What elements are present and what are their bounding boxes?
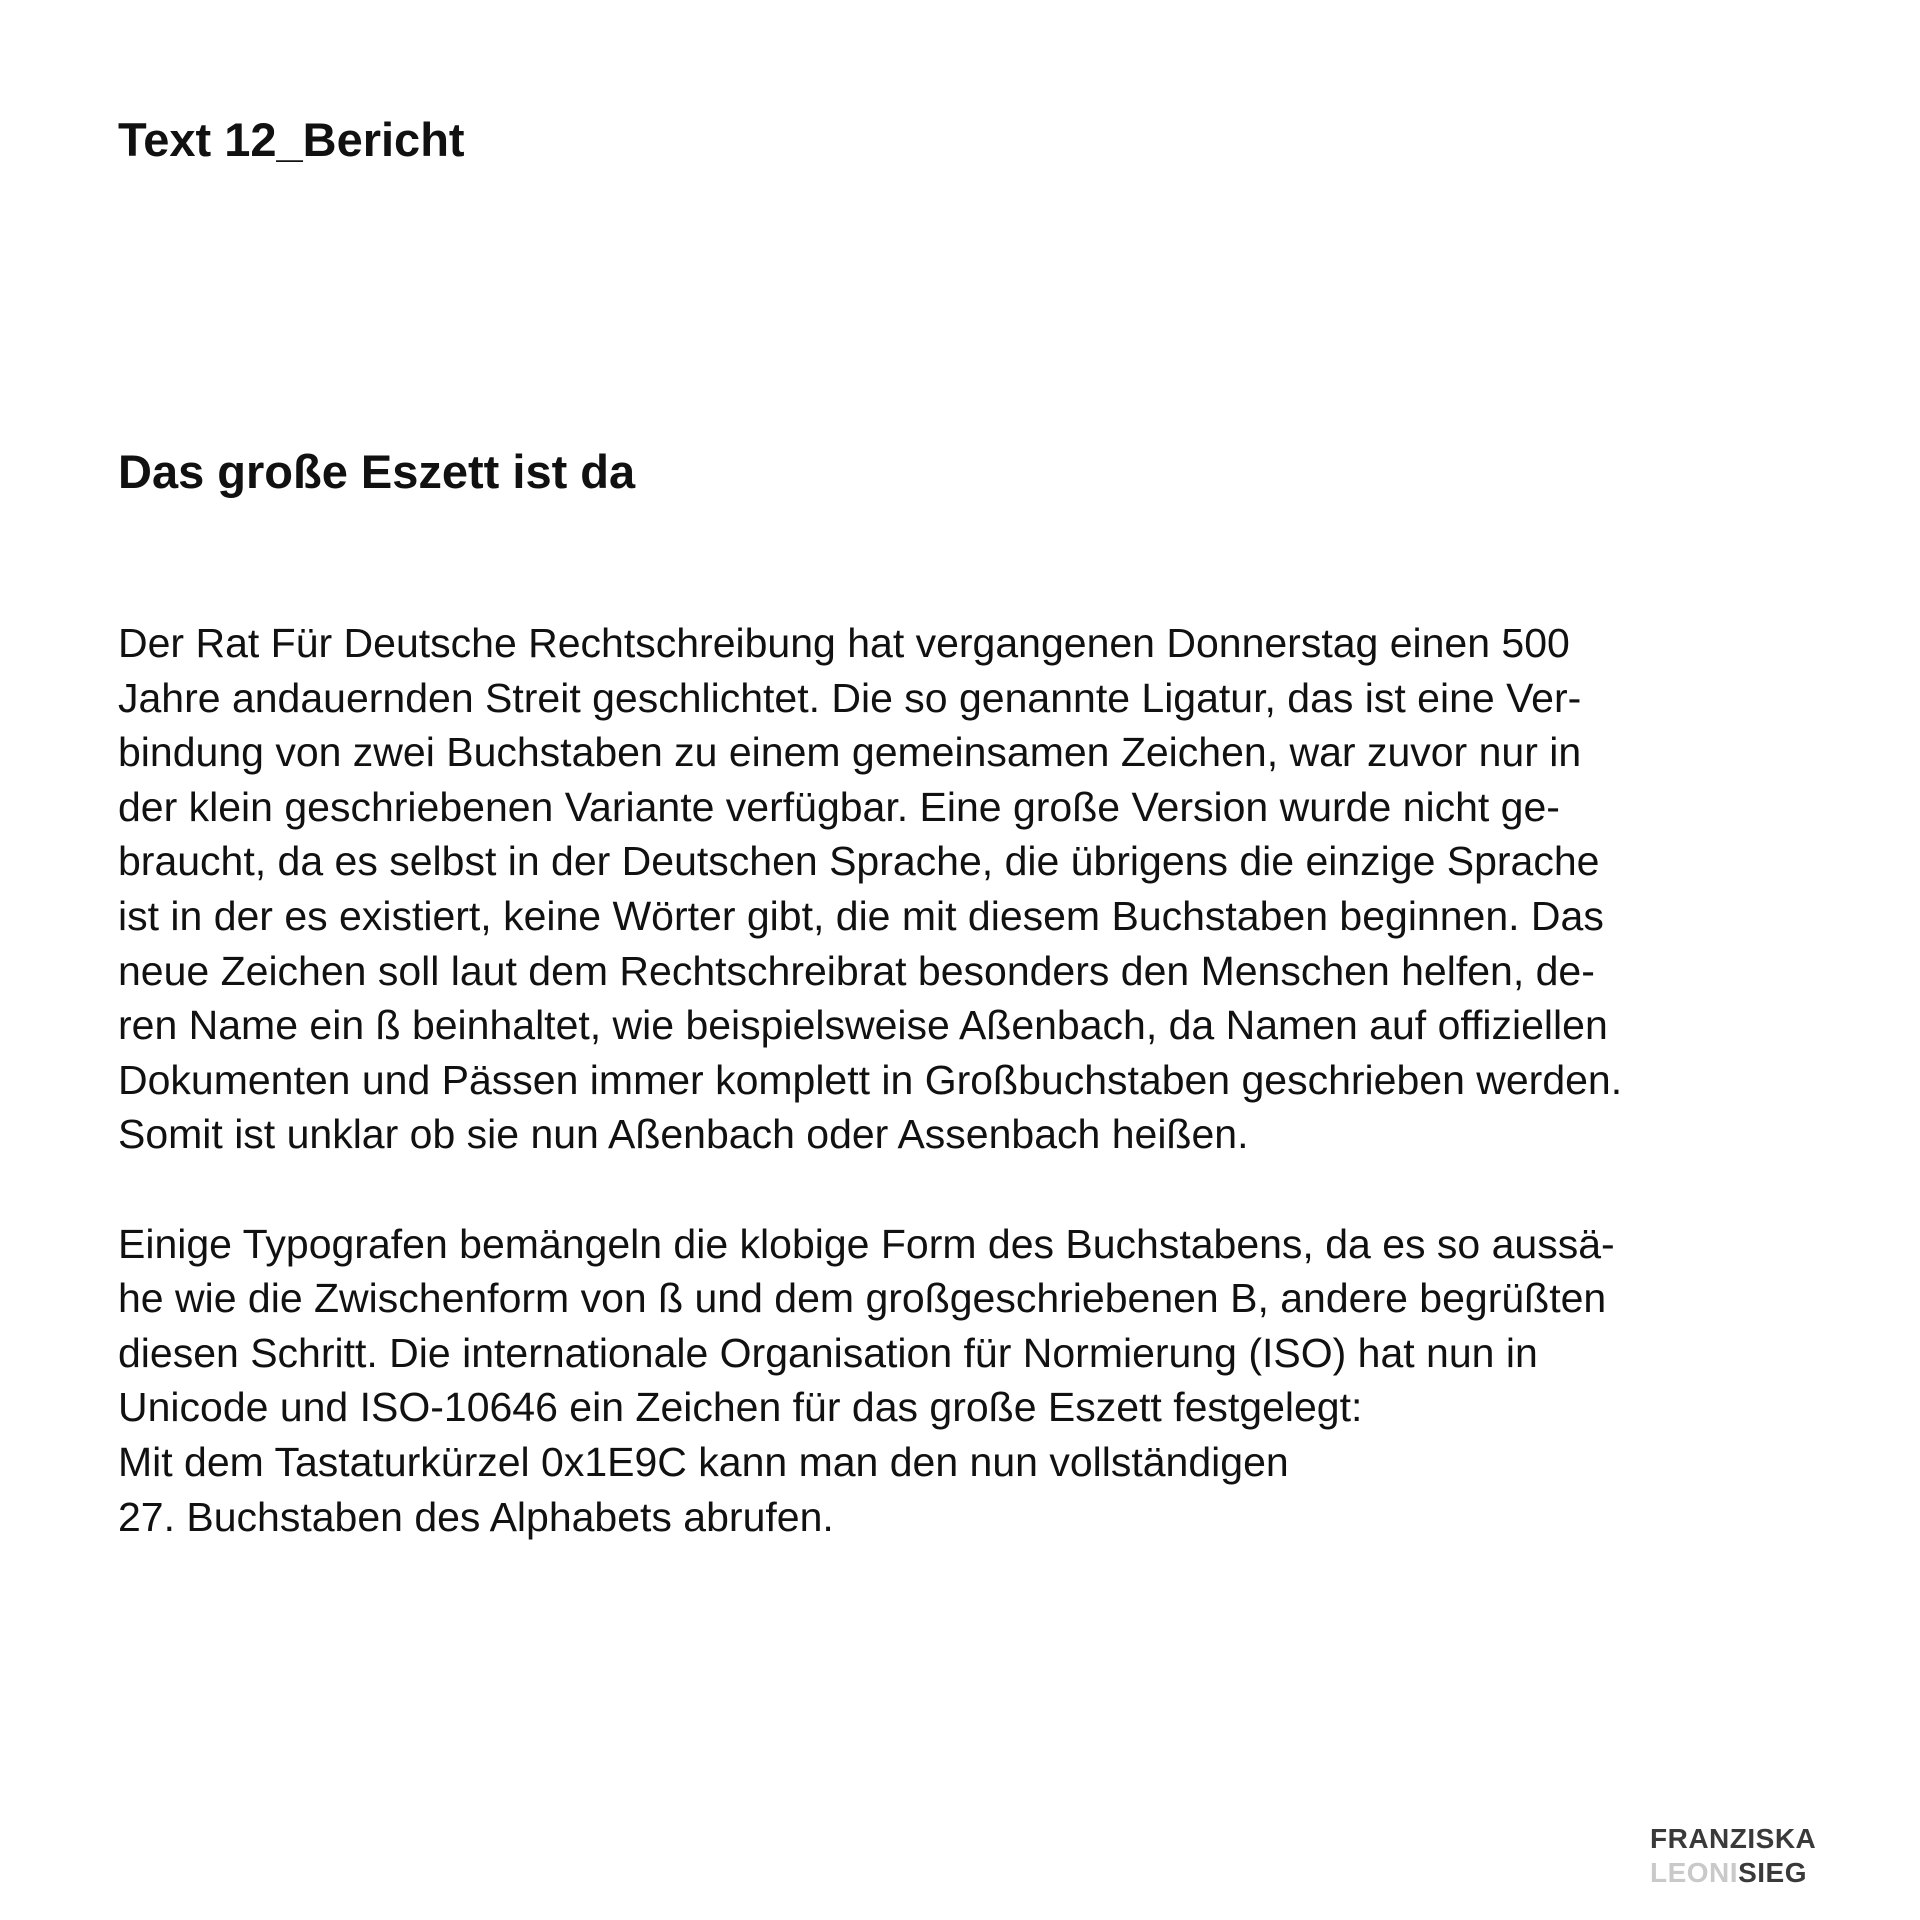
article-body <box>118 616 1838 1544</box>
paragraph-line: ist in der es existiert, keine Wörter gibt, die mit diesem Buchstaben beginnen. Das <box>118 892 1604 939</box>
signature-middle-name: LEONI <box>1650 1857 1739 1888</box>
paragraph-line: neue Zeichen soll laut dem Rechtschreibrat besonders den Menschen helfen, de- <box>118 947 1595 994</box>
paragraph-line: Der Rat Für Deutsche Rechtschreibung hat vergangenen Donnerstag einen 500 <box>118 620 1570 666</box>
paragraph-line: Mit dem Tastaturkürzel 0x1E9C kann man den nun vollständigen <box>118 1438 1289 1485</box>
signature-first-name: FRANZISKA <box>1650 1823 1817 1854</box>
article-headline: Das große Eszett ist da <box>118 445 636 498</box>
signature-second-row <box>1650 1856 1816 1890</box>
article-paragraph-2 <box>118 1217 1838 1545</box>
paragraph-line: braucht, da es selbst in der Deutschen Sprache, die übrigens die einzige Sprache <box>118 838 1600 885</box>
paragraph-line: bindung von zwei Buchstaben zu einem gemeinsamen Zeichen, war zuvor nur in <box>118 729 1582 776</box>
paragraph-line: Unicode und ISO-10646 ein Zeichen für das große Eszett festgelegt: <box>118 1384 1363 1431</box>
paragraph-line: ren Name ein ß beinhaltet, wie beispielsweise Aßenbach, da Namen auf offiziellen <box>118 1002 1608 1049</box>
paragraph-line: he wie die Zwischenform von ß und dem großgeschriebenen B, andere begrüßten <box>118 1275 1607 1322</box>
paragraph-line: Somit ist unklar ob sie nun Aßenbach oder Assenbach heißen. <box>118 1111 1249 1158</box>
paragraph-line: diesen Schritt. Die internationale Organisation für Normierung (ISO) hat nun in <box>118 1329 1538 1376</box>
signature-last-name: SIEG <box>1738 1857 1807 1888</box>
paragraph-line: Einige Typografen bemängeln die klobige Form des Buchstabens, da es so aussä- <box>118 1220 1615 1267</box>
paragraph-line: Jahre andauernden Streit geschlichtet. Die so genannte Ligatur, das ist eine Ver- <box>118 674 1582 721</box>
author-signature <box>1650 1822 1816 1890</box>
paragraph-line: Dokumenten und Pässen immer komplett in Großbuchstaben geschrieben werden. <box>118 1056 1623 1103</box>
paragraph-line: 27. Buchstaben des Alphabets abrufen. <box>118 1493 834 1540</box>
document-label: Text 12_Bericht <box>118 113 465 166</box>
paragraph-line: der klein geschriebenen Variante verfügbar. Eine große Version wurde nicht ge- <box>118 783 1560 830</box>
article-paragraph-1 <box>118 616 1838 1162</box>
